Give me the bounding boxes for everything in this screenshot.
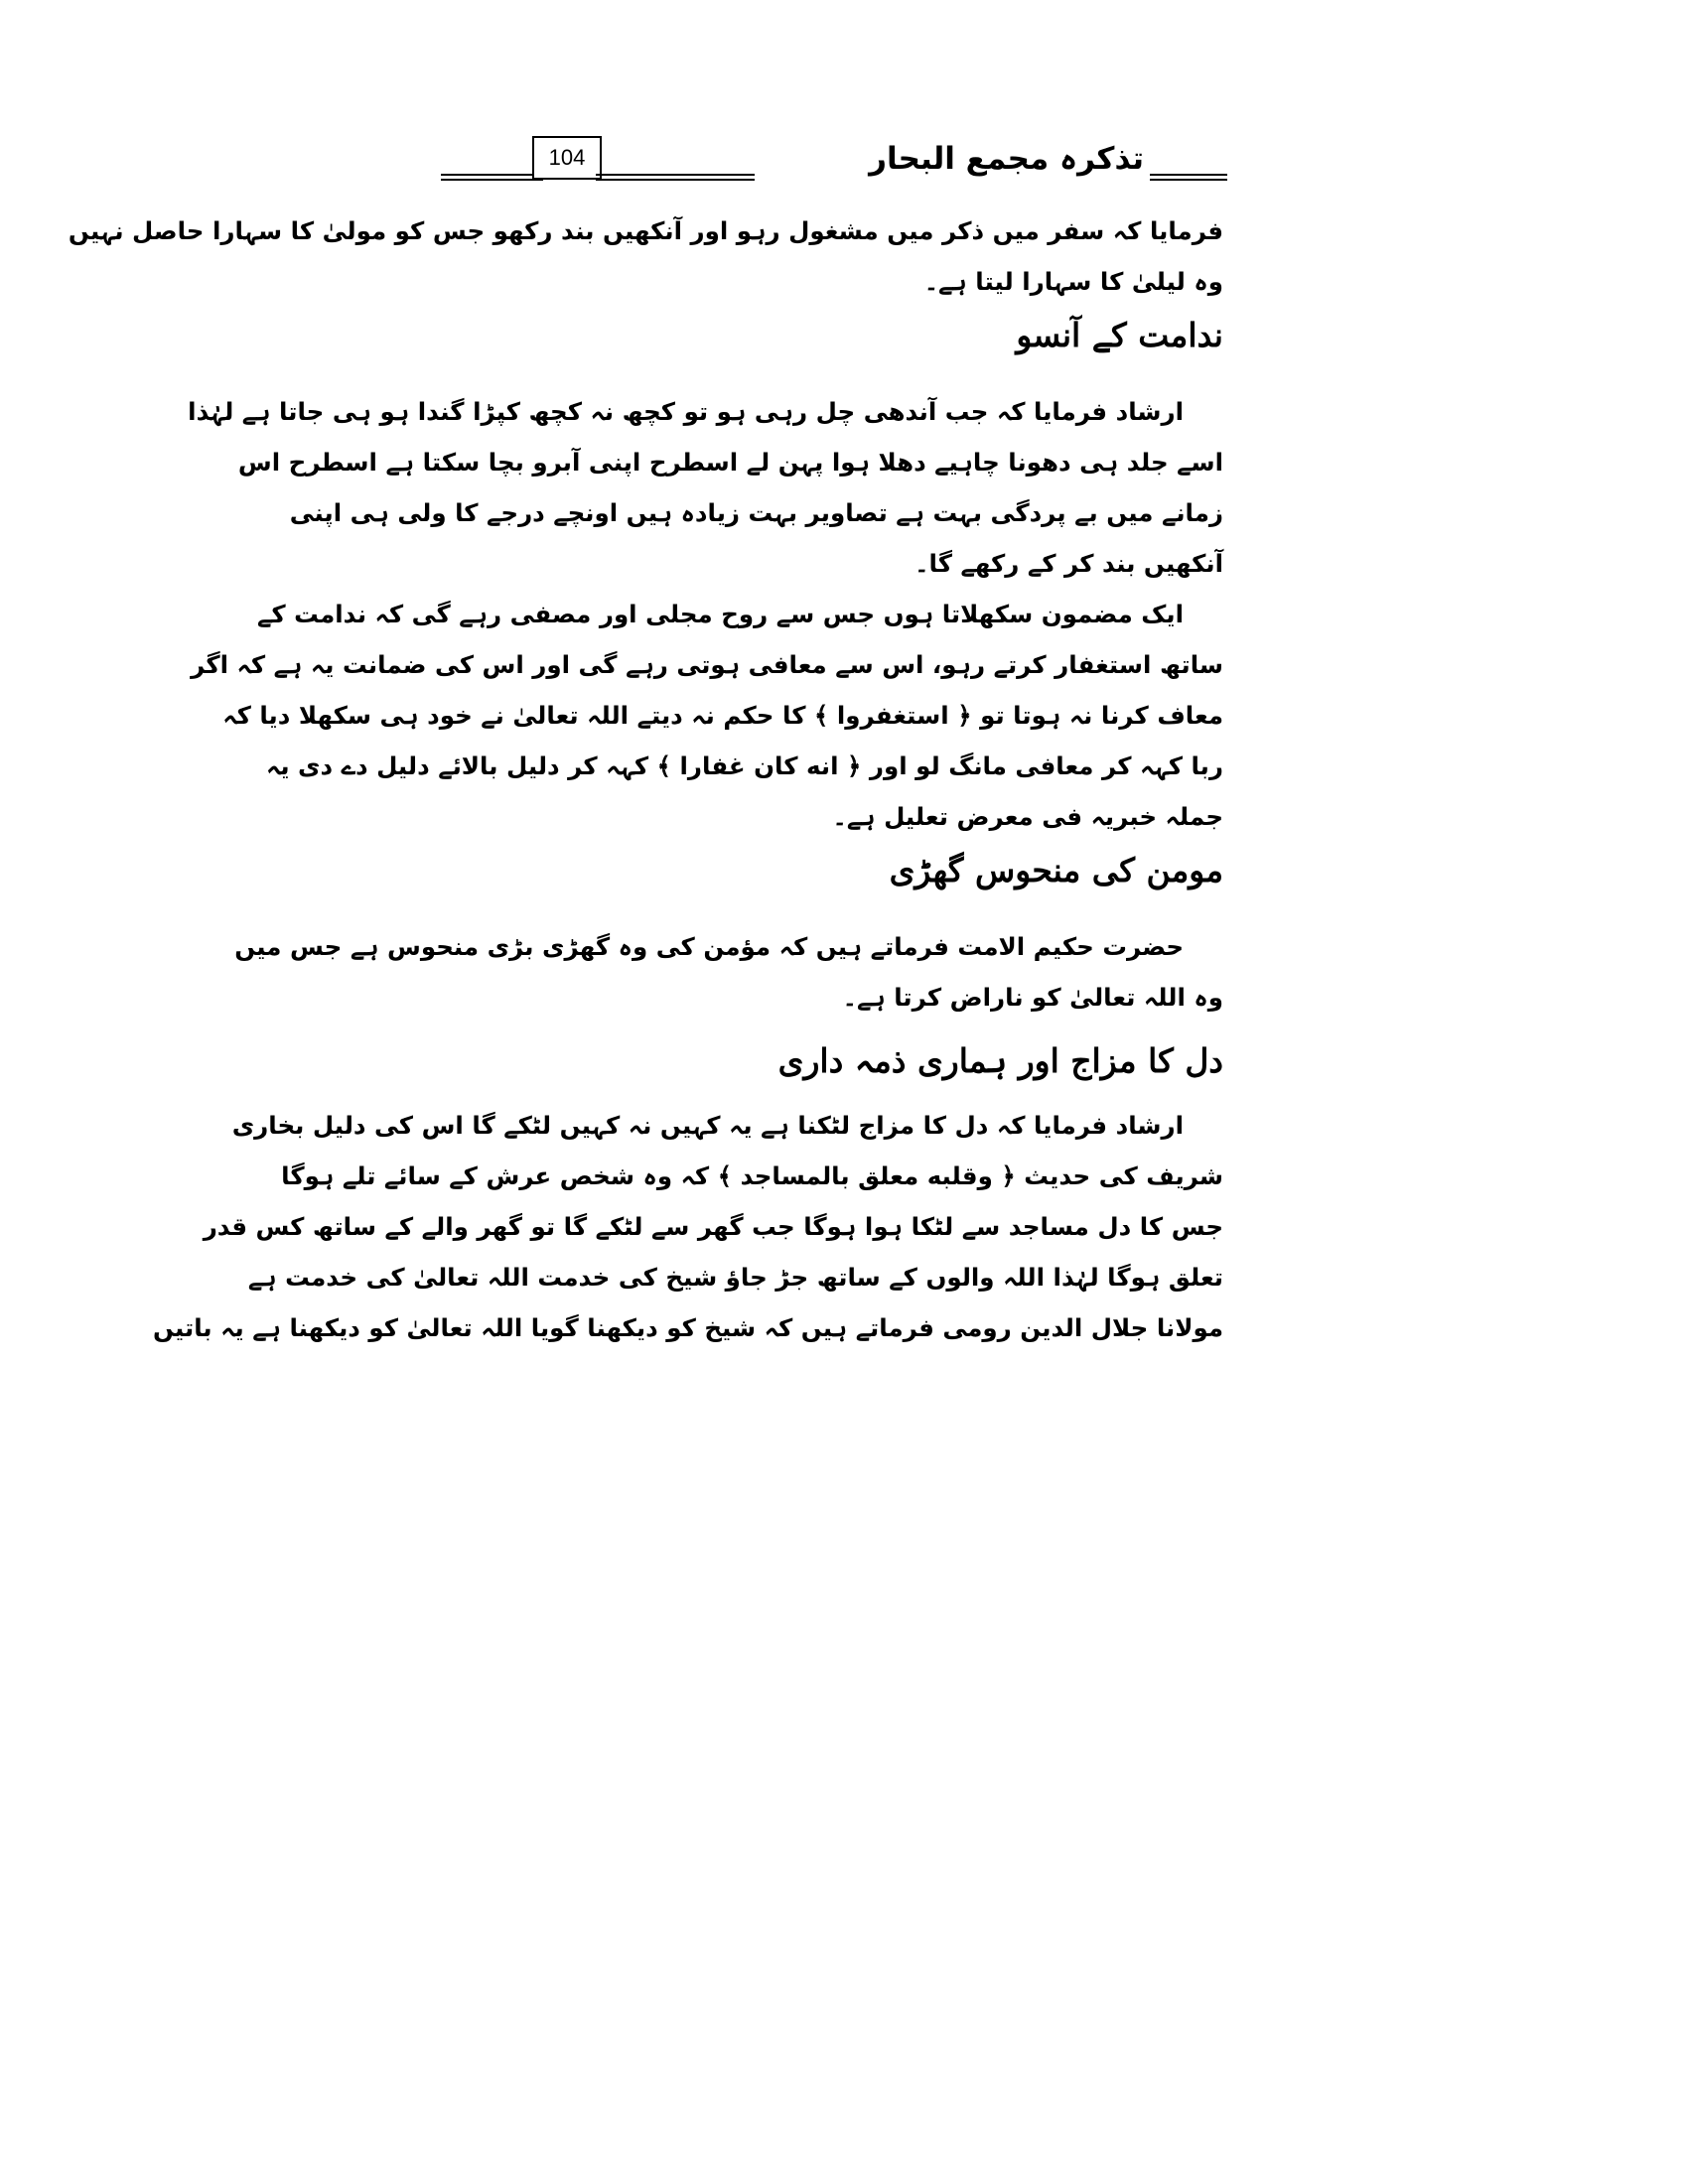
text-line: ارشاد فرمایا کہ جب آندھی چل رہی ہو تو کچھ نہ کچھ کپڑا گندا ہو ہی جاتا ہے لہٰذا <box>188 397 1184 426</box>
section-heading: ندامت کے آنسو <box>1016 316 1223 354</box>
text-line: ربا کہہ کر معافی مانگ لو اور ﴿ انه کان غفارا ﴾ کہہ کر دلیل بالائے دلیل دے دی یہ <box>265 751 1223 780</box>
text-line: وہ اللہ تعالیٰ کو ناراض کرتا ہے۔ <box>842 983 1223 1012</box>
text-line: شریف کی حدیث ﴿ وقلبه معلق بالمساجد ﴾ کہ وہ شخص عرش کے سائے تلے ہوگا <box>281 1161 1223 1190</box>
header-rule-middle <box>596 174 755 181</box>
text-line: اسے جلد ہی دھونا چاہیے دھلا ہوا پہن لے اسطرح اپنی آبرو بچا سکتا ہے اسطرح اس <box>237 448 1223 477</box>
text-line: فرمایا کہ سفر میں ذکر میں مشغول رہو اور آنکھیں بند رکھو جس کو مولیٰ کا سہارا حاصل نہیں <box>68 216 1223 245</box>
paragraph <box>188 386 1223 589</box>
paragraph <box>152 1100 1223 1353</box>
section-heading: مومن کی منحوس گھڑی <box>889 851 1223 889</box>
text-line: آنکھیں بند کر کے رکھے گا۔ <box>914 549 1223 578</box>
text-line: جملہ خبریہ فی معرض تعلیل ہے۔ <box>832 802 1223 831</box>
text-line: وہ لیلیٰ کا سہارا لیتا ہے۔ <box>923 267 1223 296</box>
section-heading: دل کا مزاج اور ہماری ذمہ داری <box>777 1041 1223 1080</box>
text-line: ارشاد فرمایا کہ دل کا مزاج لٹکنا ہے یہ کہیں نہ کہیں لٹکے گا اس کی دلیل بخاری <box>231 1111 1184 1140</box>
paragraph <box>234 921 1223 1023</box>
paragraph <box>68 205 1223 307</box>
text-line: مولانا جلال الدین رومی فرماتے ہیں کہ شیخ کو دیکھنا گویا اللہ تعالیٰ کو دیکھنا ہے یہ باتیں <box>152 1313 1223 1342</box>
book-title: تذکرہ مجمع البحار <box>869 141 1144 177</box>
text-line: جس کا دل مساجد سے لٹکا ہوا ہوگا جب گھر سے لٹکے گا تو گھر والے کے ساتھ کس قدر <box>203 1212 1223 1241</box>
page-body <box>68 205 1223 1353</box>
text-line: معاف کرنا نہ ہوتا تو ﴿ استغفروا ﴾ کا حکم نہ دیتے اللہ تعالیٰ نے خود ہی سکھلا دیا کہ <box>222 701 1223 730</box>
text-line: تعلق ہوگا لہٰذا اللہ والوں کے ساتھ جڑ جاؤ شیخ کی خدمت اللہ تعالیٰ کی خدمت ہے <box>247 1263 1223 1292</box>
page-header <box>437 134 1231 186</box>
text-line: ایک مضمون سکھلاتا ہوں جس سے روح مجلی اور مصفی رہے گی کہ ندامت کے <box>257 600 1184 628</box>
header-rule-left <box>441 174 543 181</box>
header-rule-right <box>1150 174 1227 181</box>
text-line: زمانے میں بے پردگی بہت ہے تصاویر بہت زیادہ ہیں اونچے درجے کا ولی ہی اپنی <box>289 498 1223 527</box>
text-line: حضرت حکیم الامت فرماتے ہیں کہ مؤمن کی وہ گھڑی بڑی منحوس ہے جس میں <box>234 932 1184 961</box>
page-number: 104 <box>532 136 602 180</box>
text-line: ساتھ استغفار کرتے رہو، اس سے معافی ہوتی رہے گی اور اس کی ضمانت یہ ہے کہ اگر <box>191 650 1223 679</box>
paragraph <box>191 589 1223 842</box>
